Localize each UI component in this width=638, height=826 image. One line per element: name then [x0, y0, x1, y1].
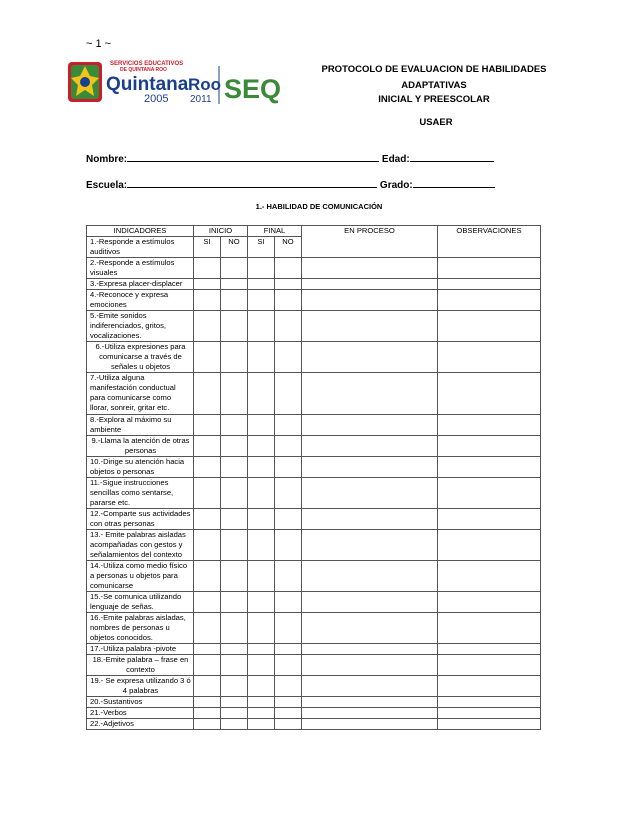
grado-field[interactable]	[413, 178, 495, 188]
cell-en-proceso[interactable]	[302, 342, 438, 373]
cell-inicio-si[interactable]	[194, 457, 221, 478]
table-row	[87, 697, 541, 708]
table-row	[87, 290, 541, 311]
cell-inicio-no[interactable]	[221, 478, 248, 509]
table-row	[87, 279, 541, 290]
cell-final-no[interactable]	[275, 708, 302, 719]
cell-final-si[interactable]	[248, 592, 275, 613]
logo-word-2: Roo	[188, 75, 222, 94]
cell-en-proceso[interactable]	[302, 415, 438, 436]
table-row	[87, 311, 541, 342]
cell-final-no[interactable]	[275, 415, 302, 436]
table-row	[87, 719, 541, 730]
indicator-cell: 11.-Sigue instrucciones sencillas como sentarse, pararse etc.	[87, 478, 194, 509]
table-row	[87, 415, 541, 436]
cell-final-si[interactable]	[248, 457, 275, 478]
cell-inicio-no[interactable]	[221, 697, 248, 708]
indicator-cell: 19.- Se expresa utilizando 3 ó 4 palabras	[87, 676, 194, 697]
table-row	[87, 373, 541, 415]
cell-en-proceso[interactable]	[302, 561, 438, 592]
header-inicio: INICIO	[194, 226, 248, 237]
table-row	[87, 530, 541, 561]
table-row	[87, 258, 541, 279]
cell-inicio-no[interactable]	[221, 279, 248, 290]
cell-final-no[interactable]	[275, 342, 302, 373]
subheader-inicio-no: NO	[221, 237, 248, 258]
cell-observaciones[interactable]	[438, 478, 541, 509]
cell-final-si[interactable]	[248, 655, 275, 676]
table-row	[87, 644, 541, 655]
table-row	[87, 613, 541, 644]
cell-final-no[interactable]	[275, 290, 302, 311]
cell-observaciones[interactable]	[438, 457, 541, 478]
cell-inicio-no[interactable]	[221, 561, 248, 592]
indicator-cell: 20.-Sustantivos	[87, 697, 194, 708]
cell-final-no[interactable]	[275, 676, 302, 697]
cell-en-proceso[interactable]	[302, 655, 438, 676]
table-row	[87, 342, 541, 373]
cell-final-no[interactable]	[275, 457, 302, 478]
subheader-inicio-si: SI	[194, 237, 221, 258]
table-row	[87, 509, 541, 530]
cell-observaciones[interactable]	[438, 592, 541, 613]
edad-label: Edad:	[381, 154, 410, 165]
cell-final-no[interactable]	[275, 509, 302, 530]
indicator-cell: 3.-Expresa placer-displacer	[87, 279, 194, 290]
cell-inicio-si[interactable]	[194, 592, 221, 613]
indicator-cell: 5.-Emite sonidos indiferenciados, gritos, vocalizaciones.	[87, 311, 194, 342]
cell-inicio-no[interactable]	[221, 676, 248, 697]
cell-observaciones[interactable]	[438, 613, 541, 644]
cell-final-si[interactable]	[248, 258, 275, 279]
page-number: ~ 1 ~	[86, 38, 112, 50]
cell-inicio-si[interactable]	[194, 655, 221, 676]
cell-final-no[interactable]	[275, 436, 302, 457]
cell-inicio-no[interactable]	[221, 290, 248, 311]
header-en-proceso: EN PROCESO	[302, 226, 438, 258]
header-observaciones: OBSERVACIONES	[438, 226, 541, 258]
cell-final-no[interactable]	[275, 279, 302, 290]
cell-observaciones[interactable]	[438, 644, 541, 655]
cell-final-si[interactable]	[248, 373, 275, 415]
cell-observaciones[interactable]	[438, 655, 541, 676]
cell-en-proceso[interactable]	[302, 290, 438, 311]
table-row	[87, 708, 541, 719]
cell-observaciones[interactable]	[438, 436, 541, 457]
cell-final-si[interactable]	[248, 644, 275, 655]
grado-label: Grado:	[379, 180, 413, 191]
subheader-final-no: NO	[275, 237, 302, 258]
cell-inicio-si[interactable]	[194, 279, 221, 290]
cell-inicio-no[interactable]	[221, 644, 248, 655]
indicator-cell: 8.-Explora al máximo su ambiente	[87, 415, 194, 436]
header-indicadores: INDICADORES	[87, 226, 194, 237]
cell-en-proceso[interactable]	[302, 509, 438, 530]
cell-final-si[interactable]	[248, 279, 275, 290]
table-row	[87, 655, 541, 676]
cell-inicio-si[interactable]	[194, 561, 221, 592]
table-row	[87, 561, 541, 592]
cell-observaciones[interactable]	[438, 708, 541, 719]
edad-field[interactable]	[410, 152, 494, 162]
cell-inicio-si[interactable]	[194, 530, 221, 561]
indicator-cell: 2.-Responde a estímulos visuales	[87, 258, 194, 279]
cell-en-proceso[interactable]	[302, 436, 438, 457]
cell-inicio-no[interactable]	[221, 655, 248, 676]
seq-logo	[66, 56, 291, 106]
cell-final-no[interactable]	[275, 530, 302, 561]
cell-final-si[interactable]	[248, 676, 275, 697]
cell-en-proceso[interactable]	[302, 719, 438, 730]
indicator-cell: 13.- Emite palabras aisladas acompañadas con gestos y señalamientos del contexto	[87, 530, 194, 561]
indicator-cell: 7.-Utiliza alguna manifestación conductual para comunicarse como llorar, sonreir, gritar etc.	[87, 373, 194, 415]
cell-inicio-si[interactable]	[194, 290, 221, 311]
cell-observaciones[interactable]	[438, 509, 541, 530]
table-row	[87, 592, 541, 613]
cell-inicio-no[interactable]	[221, 509, 248, 530]
cell-observaciones[interactable]	[438, 719, 541, 730]
header-title-line2: ADAPTATIVAS	[401, 80, 467, 91]
cell-inicio-no[interactable]	[221, 415, 248, 436]
nombre-field[interactable]	[127, 152, 379, 162]
nombre-label: Nombre:	[86, 154, 128, 165]
header-usaer: USAER	[419, 117, 453, 128]
indicator-cell: 6.-Utiliza expresiones para comunicarse a través de señales u objetos	[87, 342, 194, 373]
cell-final-no[interactable]	[275, 592, 302, 613]
indicator-cell: 22.-Adjetivos	[87, 719, 194, 730]
section-title: 1.- HABILIDAD DE COMUNICACIÓN	[255, 202, 383, 211]
indicator-cell: 9.-Llama la atención de otras personas	[87, 436, 194, 457]
cell-inicio-si[interactable]	[194, 373, 221, 415]
table-header-row	[87, 226, 541, 237]
cell-observaciones[interactable]	[438, 279, 541, 290]
cell-final-no[interactable]	[275, 561, 302, 592]
indicator-cell: 14.-Utiliza como medio físico a personas u objetos para comunicarse	[87, 561, 194, 592]
cell-final-si[interactable]	[248, 342, 275, 373]
cell-inicio-si[interactable]	[194, 676, 221, 697]
cell-final-no[interactable]	[275, 644, 302, 655]
cell-final-no[interactable]	[275, 655, 302, 676]
cell-en-proceso[interactable]	[302, 478, 438, 509]
indicator-cell: 16.-Emite palabras aisladas, nombres de personas u objetos conocidos.	[87, 613, 194, 644]
cell-observaciones[interactable]	[438, 676, 541, 697]
cell-inicio-no[interactable]	[221, 457, 248, 478]
table-row	[87, 676, 541, 697]
cell-inicio-si[interactable]	[194, 613, 221, 644]
state-seal-icon	[68, 62, 102, 102]
logo-year-2: 2011	[190, 94, 212, 105]
cell-inicio-no[interactable]	[221, 530, 248, 561]
cell-inicio-si[interactable]	[194, 415, 221, 436]
header-title-line3: INICIAL Y PREESCOLAR	[378, 94, 490, 105]
cell-en-proceso[interactable]	[302, 676, 438, 697]
logo-top-text-2: DE QUINTANA ROO	[120, 67, 167, 73]
logo-word-1: Quintana	[106, 74, 189, 95]
evaluation-table	[86, 225, 541, 730]
cell-inicio-no[interactable]	[221, 373, 248, 415]
cell-inicio-si[interactable]	[194, 342, 221, 373]
cell-en-proceso[interactable]	[302, 373, 438, 415]
cell-final-si[interactable]	[248, 708, 275, 719]
cell-inicio-no[interactable]	[221, 342, 248, 373]
cell-en-proceso[interactable]	[302, 279, 438, 290]
cell-final-si[interactable]	[248, 719, 275, 730]
cell-inicio-si[interactable]	[194, 258, 221, 279]
cell-en-proceso[interactable]	[302, 258, 438, 279]
cell-inicio-no[interactable]	[221, 613, 248, 644]
cell-observaciones[interactable]	[438, 290, 541, 311]
cell-inicio-si[interactable]	[194, 478, 221, 509]
subheader-final-si: SI	[248, 237, 275, 258]
cell-final-no[interactable]	[275, 478, 302, 509]
cell-inicio-no[interactable]	[221, 436, 248, 457]
logo-top-text-1: SERVICIOS EDUCATIVOS	[110, 61, 184, 67]
cell-observaciones[interactable]	[438, 311, 541, 342]
cell-en-proceso[interactable]	[302, 311, 438, 342]
table-row	[87, 457, 541, 478]
cell-en-proceso[interactable]	[302, 697, 438, 708]
cell-inicio-no[interactable]	[221, 258, 248, 279]
cell-en-proceso[interactable]	[302, 644, 438, 655]
indicator-cell: 4.-Reconoce y expresa emociones	[87, 290, 194, 311]
cell-observaciones[interactable]	[438, 373, 541, 415]
table-row	[87, 478, 541, 509]
cell-final-si[interactable]	[248, 311, 275, 342]
cell-final-no[interactable]	[275, 719, 302, 730]
cell-inicio-no[interactable]	[221, 719, 248, 730]
cell-inicio-no[interactable]	[221, 311, 248, 342]
cell-final-no[interactable]	[275, 697, 302, 708]
cell-final-si[interactable]	[248, 697, 275, 708]
cell-final-no[interactable]	[275, 258, 302, 279]
logo-brand: SEQ	[224, 74, 282, 104]
cell-final-si[interactable]	[248, 561, 275, 592]
logo-year-1: 2005	[144, 93, 169, 105]
escuela-field[interactable]	[127, 178, 377, 188]
cell-observaciones[interactable]	[438, 697, 541, 708]
cell-observaciones[interactable]	[438, 258, 541, 279]
cell-inicio-si[interactable]	[194, 436, 221, 457]
indicator-cell: 21.-Verbos	[87, 708, 194, 719]
nombre-line	[86, 152, 494, 165]
escuela-label: Escuela:	[86, 180, 128, 191]
cell-inicio-si[interactable]	[194, 509, 221, 530]
cell-en-proceso[interactable]	[302, 530, 438, 561]
indicator-cell: 17.-Utiliza palabra -pivote	[87, 644, 194, 655]
indicator-cell: 15.-Se comunica utilizando lenguaje de señas.	[87, 592, 194, 613]
cell-final-si[interactable]	[248, 530, 275, 561]
indicator-cell: 1.-Responde a estímulos auditivos	[87, 237, 194, 258]
cell-inicio-no[interactable]	[221, 708, 248, 719]
cell-final-si[interactable]	[248, 436, 275, 457]
table-row	[87, 436, 541, 457]
indicator-cell: 18.-Emite palabra – frase en contexto	[87, 655, 194, 676]
cell-inicio-no[interactable]	[221, 592, 248, 613]
cell-observaciones[interactable]	[438, 530, 541, 561]
cell-final-no[interactable]	[275, 613, 302, 644]
cell-observaciones[interactable]	[438, 561, 541, 592]
cell-final-no[interactable]	[275, 311, 302, 342]
cell-en-proceso[interactable]	[302, 592, 438, 613]
cell-en-proceso[interactable]	[302, 708, 438, 719]
cell-final-si[interactable]	[248, 509, 275, 530]
cell-final-si[interactable]	[248, 478, 275, 509]
cell-final-si[interactable]	[248, 290, 275, 311]
cell-inicio-si[interactable]	[194, 644, 221, 655]
cell-en-proceso[interactable]	[302, 457, 438, 478]
indicator-cell: 12.-Comparte sus actividades con otras personas	[87, 509, 194, 530]
cell-final-no[interactable]	[275, 373, 302, 415]
cell-inicio-si[interactable]	[194, 697, 221, 708]
cell-en-proceso[interactable]	[302, 613, 438, 644]
escuela-line	[86, 178, 495, 191]
indicator-cell: 10.-Dirige su atención hacia objetos o personas	[87, 457, 194, 478]
cell-observaciones[interactable]	[438, 415, 541, 436]
header-final: FINAL	[248, 226, 302, 237]
cell-inicio-si[interactable]	[194, 311, 221, 342]
header-title-line1: PROTOCOLO DE EVALUACION DE HABILIDADES	[321, 64, 547, 75]
cell-inicio-si[interactable]	[194, 708, 221, 719]
cell-observaciones[interactable]	[438, 342, 541, 373]
cell-final-si[interactable]	[248, 613, 275, 644]
cell-inicio-si[interactable]	[194, 719, 221, 730]
cell-final-si[interactable]	[248, 415, 275, 436]
